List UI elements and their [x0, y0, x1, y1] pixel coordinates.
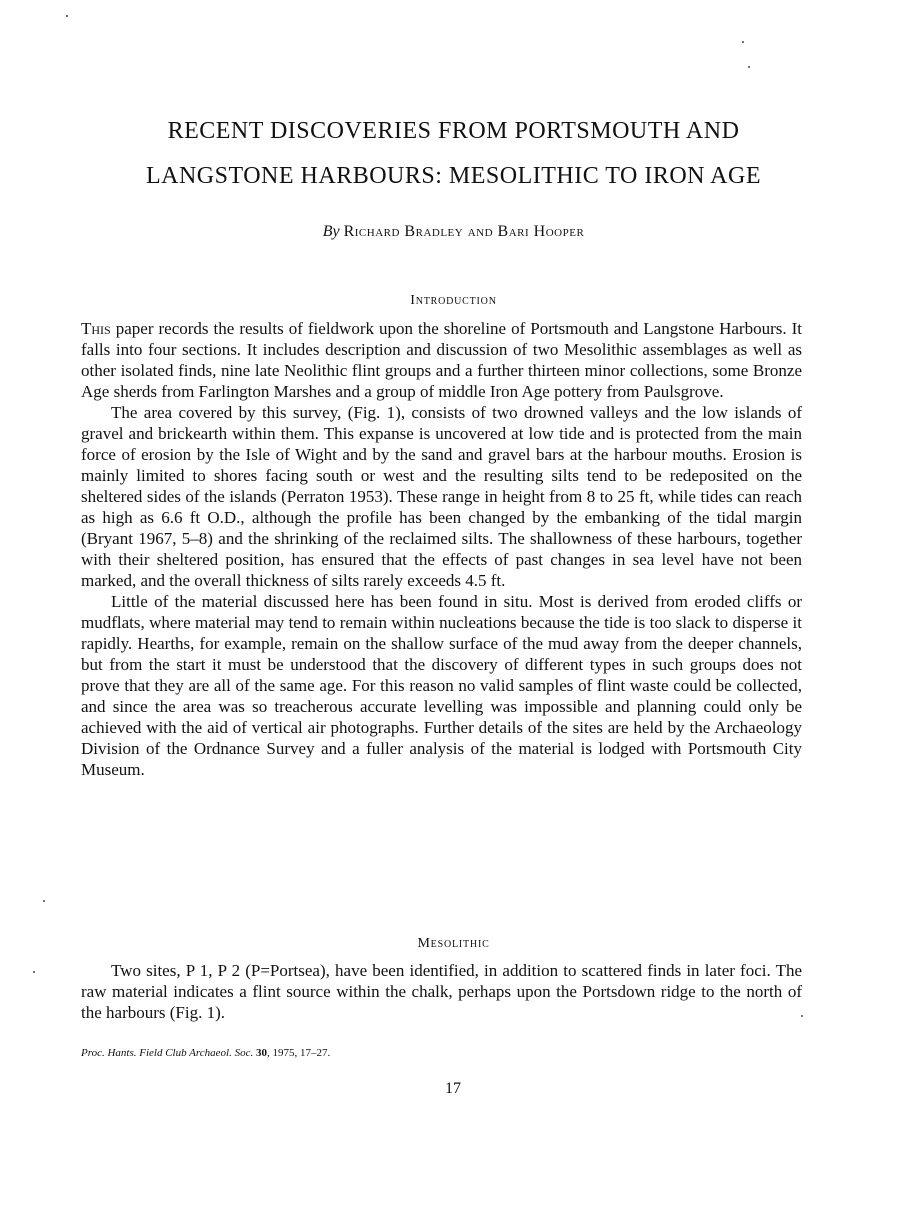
article-title-line-2: LANGSTONE HARBOURS: MESOLITHIC TO IRON AGE — [145, 163, 762, 189]
author-names: Richard Bradley and Bari Hooper — [343, 223, 585, 240]
scan-speck — [742, 41, 744, 43]
mesolithic-paragraph-1: Two sites, P 1, P 2 (P=Portsea), have been identified, in addition to scattered finds in later foci. The raw material indicates a flint source within the chalk, perhaps upon the Portsdown ridge to the north of the harbours (Fig. 1). — [81, 961, 802, 1022]
introduction-paragraph-1 — [81, 318, 802, 402]
scan-speck — [43, 900, 45, 902]
journal-details: , 1975, 17–27. — [266, 1047, 331, 1059]
scan-speck — [748, 66, 750, 68]
scan-speck — [66, 15, 68, 17]
section-heading-mesolithic: Mesolithic — [417, 936, 490, 951]
scan-speck — [801, 1015, 803, 1017]
journal-volume: 30 — [255, 1047, 267, 1059]
introduction-paragraph-1-text: paper records the results of fieldwork upon the shoreline of Portsmouth and Langstone Harbours. It falls into four sections. It includes description and discussion of two Mesolithic assemblages as well as other isolated finds, nine late Neolithic flint groups and a further thirteen minor collections, some Bronze Age sherds from Farlington Marshes and a group of middle Iron Age pottery from Paulsgrove. — [81, 319, 802, 401]
scan-speck — [33, 971, 35, 973]
introduction-body — [81, 318, 802, 780]
mesolithic-body — [81, 960, 802, 1023]
journal-name: Proc. Hants. Field Club Archaeol. Soc. — [81, 1047, 254, 1059]
byline-prefix: By — [322, 223, 340, 240]
journal-citation — [81, 1047, 802, 1059]
article-title-line-1: RECENT DISCOVERIES FROM PORTSMOUTH AND — [167, 118, 740, 144]
section-heading-introduction: Introduction — [410, 293, 497, 308]
introduction-paragraph-2: The area covered by this survey, (Fig. 1), consists of two drowned valleys and the low islands of gravel and brickearth within them. This expanse is uncovered at low tide and is protected from the main force of erosion by the Isle of Wight and by the sand and gravel bars at the harbour mouths. Erosion is mainly limited to shores facing south or west and the resulting silts tend to be redeposited on the sheltered sides of the islands (Perraton 1953). These range in height from 8 to 25 ft, while tides can reach as high as 6.6 ft O.D., although the profile has been changed by the embanking of the tidal margin (Bryant 1967, 5–8) and the shrinking of the reclaimed silts. The shallowness of these harbours, together with their sheltered position, has ensured that the effects of past changes in sea level have not been marked, and the overall thickness of silts rarely exceeds 4.5 ft. — [81, 403, 802, 590]
page-number: 17 — [445, 1080, 461, 1097]
lead-word: This — [81, 319, 111, 338]
byline — [60, 223, 847, 241]
introduction-paragraph-3: Little of the material discussed here has been found in situ. Most is derived from eroded cliffs or mudflats, where material may tend to remain within nucleations because the tide is too slack to disperse it rapidly. Hearths, for example, remain on the shallow surface of the mud away from the deeper channels, but from the start it must be understood that the discovery of different types in such groups does not prove that they are all of the same age. For this reason no valid samples of flint waste could be collected, and since the area was so treacherous accurate levelling was impossible and planning could only be achieved with the aid of vertical air photographs. Further details of the sites are held by the Archaeology Division of the Ordnance Survey and a fuller analysis of the material is lodged with Portsmouth City Museum. — [81, 592, 802, 779]
